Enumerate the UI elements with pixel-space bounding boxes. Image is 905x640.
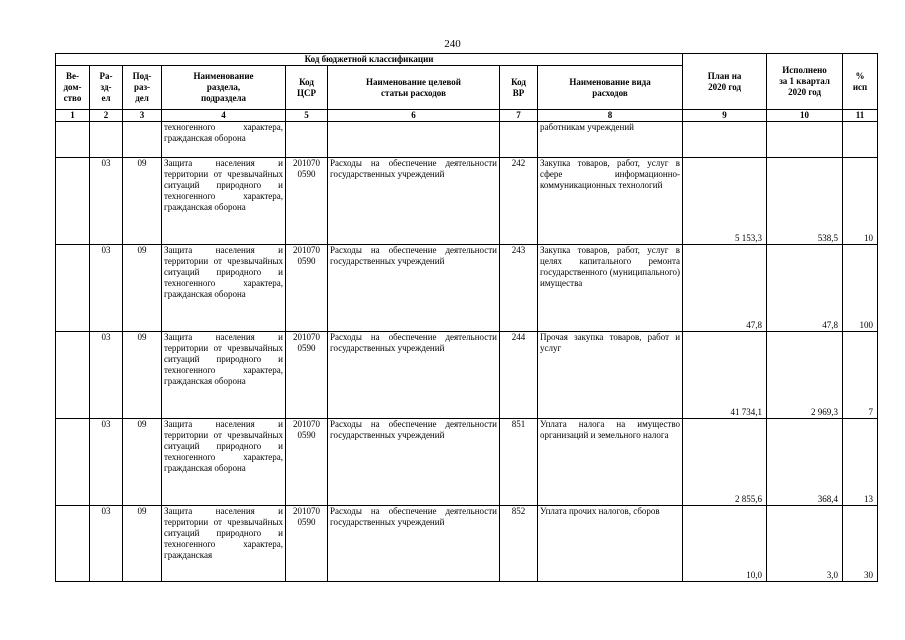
target-name-cell: Расходы на обеспечение деятельности государственных учреждений [328,332,500,419]
table-row [56,506,878,582]
plan-cell: 47,8 [683,245,767,332]
target-name-cell: Расходы на обеспечение деятельности государственных учреждений [328,158,500,245]
budget-table [55,53,878,582]
razdel-cell: 03 [90,506,123,582]
podrazdel-cell: 09 [123,506,162,582]
header-plan: План на 2020 год [683,54,767,110]
csr-cell: 201070 0590 [286,332,328,419]
percent-cell: 30 [843,506,878,582]
column-number: 4 [162,110,286,122]
column-number: 5 [286,110,328,122]
expense-name-cell: Прочая закупка товаров, работ и услуг [538,332,683,419]
header-vr: Код ВР [500,66,538,110]
section-name-cell: Защита населения и территории от чрезвычайных ситуаций природного и техногенного характера, гражданская оборона [162,332,286,419]
section-name-cell: техногенного характера, гражданская оборона [162,122,286,158]
column-number: 1 [56,110,90,122]
section-name-cell: Защита населения и территории от чрезвычайных ситуаций природного и техногенного характера, гражданская оборона [162,245,286,332]
section-name-cell: Защита населения и территории от чрезвычайных ситуаций природного и техногенного характера, гражданская оборона [162,158,286,245]
table-row [56,419,878,506]
header-target-name: Наименование целевой статьи расходов [328,66,500,110]
executed-cell: 3,0 [767,506,843,582]
executed-cell: 538,5 [767,158,843,245]
page-number: 240 [444,38,461,50]
vr-cell: 243 [500,245,538,332]
column-number: 6 [328,110,500,122]
header-group-row [56,54,878,66]
column-number: 8 [538,110,683,122]
header-group-title: Код бюджетной классификации [56,54,683,66]
csr-cell: 201070 0590 [286,158,328,245]
column-number: 7 [500,110,538,122]
column-number: 9 [683,110,767,122]
expense-name-cell: Уплата прочих налогов, сборов [538,506,683,582]
podrazdel-cell: 09 [123,245,162,332]
csr-cell: 201070 0590 [286,419,328,506]
section-name-cell: Защита населения и территории от чрезвычайных ситуаций природного и техногенного характера, гражданская оборона [162,419,286,506]
column-numbers-row [56,110,878,122]
vr-cell: 852 [500,506,538,582]
executed-cell: 368,4 [767,419,843,506]
podrazdel-cell: 09 [123,158,162,245]
plan-cell: 2 855,6 [683,419,767,506]
header-podrazdel: Под- раз- дел [123,66,162,110]
plan-cell: 41 734,1 [683,332,767,419]
target-name-cell: Расходы на обеспечение деятельности государственных учреждений [328,245,500,332]
razdel-cell: 03 [90,245,123,332]
csr-cell: 201070 0590 [286,245,328,332]
razdel-cell: 03 [90,419,123,506]
column-number: 10 [767,110,843,122]
percent-cell: 7 [843,332,878,419]
csr-cell: 201070 0590 [286,506,328,582]
expense-name-cell: работникам учреждений [538,122,683,158]
table-row [56,122,878,158]
expense-name-cell: Закупка товаров, работ, услуг в сфере информационно-коммуникационных технологий [538,158,683,245]
column-number: 2 [90,110,123,122]
header-razdel: Ра- зд- ел [90,66,123,110]
vr-cell: 851 [500,419,538,506]
header-section-name: Наименование раздела, подраздела [162,66,286,110]
header-csr: Код ЦСР [286,66,328,110]
column-number: 3 [123,110,162,122]
podrazdel-cell: 09 [123,419,162,506]
target-name-cell: Расходы на обеспечение деятельности государственных учреждений [328,419,500,506]
razdel-cell: 03 [90,158,123,245]
percent-cell: 13 [843,419,878,506]
table-row [56,332,878,419]
plan-cell: 5 153,3 [683,158,767,245]
header-percent: % исп [843,54,878,110]
podrazdel-cell: 09 [123,332,162,419]
razdel-cell: 03 [90,332,123,419]
table-row [56,158,878,245]
section-name-cell: Защита населения и территории от чрезвычайных ситуаций природного и техногенного характера, гражданская [162,506,286,582]
column-number: 11 [843,110,878,122]
header-executed: Исполнено за 1 квартал 2020 год [767,54,843,110]
table-row [56,245,878,332]
executed-cell: 47,8 [767,245,843,332]
expense-name-cell: Уплата налога на имущество организаций и земельного налога [538,419,683,506]
percent-cell: 100 [843,245,878,332]
target-name-cell: Расходы на обеспечение деятельности государственных учреждений [328,506,500,582]
vr-cell: 244 [500,332,538,419]
header-vedomstvo: Ве- дом- ство [56,66,90,110]
plan-cell: 10,0 [683,506,767,582]
vr-cell: 242 [500,158,538,245]
executed-cell: 2 969,3 [767,332,843,419]
header-expense-name: Наименование вида расходов [538,66,683,110]
percent-cell: 10 [843,158,878,245]
expense-name-cell: Закупка товаров, работ, услуг в целях капитального ремонта государственного (муниципального) имущества [538,245,683,332]
